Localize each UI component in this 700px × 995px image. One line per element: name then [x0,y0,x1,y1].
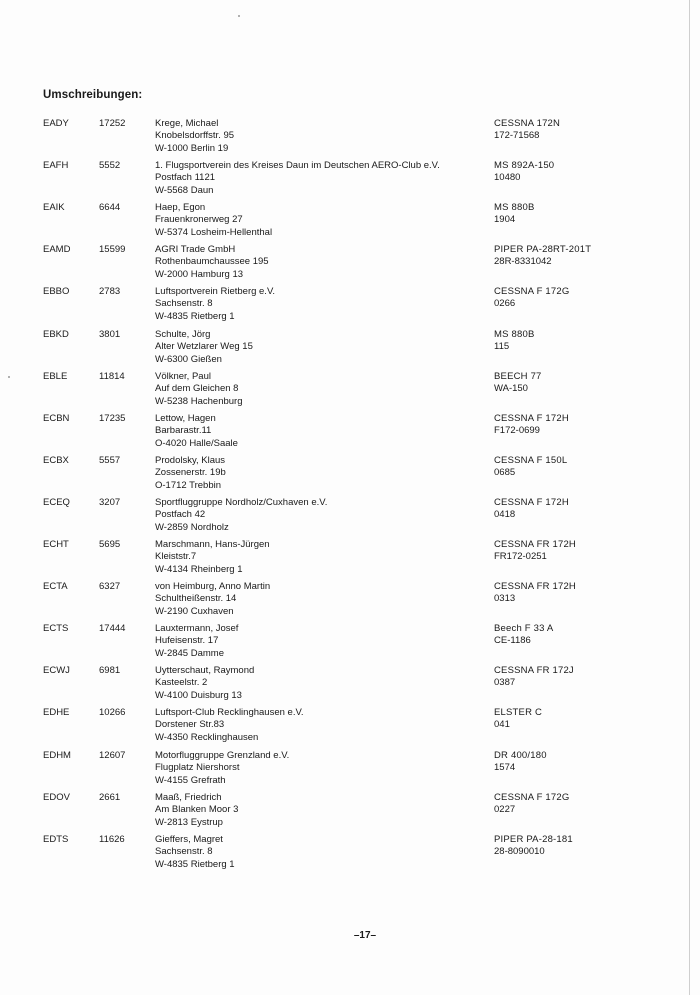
scan-speck [238,15,240,17]
owner-address [155,792,238,829]
owner-name: 1. Flugsportverein des Kreises Daun im Deutschen AERO-Club e.V. [155,160,440,171]
aircraft-info [494,202,534,227]
aircraft-serial: WA-150 [494,383,528,395]
owner-address-line: W-4155 Grefrath [155,774,226,786]
aircraft-info [494,834,573,859]
aircraft-info [494,413,569,438]
owner-name: AGRI Trade GmbH [155,244,236,255]
owner-address-line: W-4350 Recklinghausen [155,731,259,743]
aircraft-info [494,750,547,775]
owner-address-line: W-2000 Hamburg 13 [155,268,244,280]
registration-number: 3801 [99,329,121,340]
owner-name: von Heimburg, Anno Martin [155,581,271,592]
owner-address [155,455,226,492]
owner-address [155,160,440,197]
registration-mark: ECTA [43,581,68,592]
owner-address-line: Sachsenstr. 8 [155,298,213,310]
owner-name: Schulte, Jörg [155,329,211,340]
registration-mark: EBBO [43,286,70,297]
owner-address-line: O-4020 Halle/Saale [155,437,238,449]
owner-address [155,834,235,871]
page-number: –17– [353,930,377,941]
aircraft-info [494,286,569,311]
registration-number: 15599 [99,244,126,255]
aircraft-type: Beech F 33 A [494,623,554,634]
aircraft-type: CESSNA 172N [494,118,561,129]
aircraft-type: PIPER PA-28-181 [494,834,573,845]
owner-address-line: Sachsenstr. 8 [155,846,213,858]
registration-mark: EBLE [43,371,68,382]
registration-number: 3207 [99,497,121,508]
aircraft-serial: 0313 [494,593,516,605]
owner-address-line: Am Blanken Moor 3 [155,804,239,816]
registration-number: 2783 [99,286,121,297]
registration-number: 6327 [99,581,121,592]
owner-address [155,286,275,323]
aircraft-info [494,497,569,522]
registration-number: 5557 [99,455,121,466]
owner-address [155,371,243,408]
section-heading: Umschreibungen: [43,89,143,101]
owner-name: Luftsportverein Rietberg e.V. [155,286,276,297]
owner-address [155,581,270,618]
aircraft-info [494,244,591,269]
owner-address-line: Knobelsdorffstr. 95 [155,130,235,142]
aircraft-serial: 0227 [494,804,516,816]
owner-address-line: W-4100 Duisburg 13 [155,689,242,701]
registration-mark: EBKD [43,329,69,340]
owner-address-line: W-4835 Rietberg 1 [155,858,235,870]
owner-address [155,707,304,744]
owner-name: Sportfluggruppe Nordholz/Cuxhaven e.V. [155,497,328,508]
owner-name: Maaß, Friedrich [155,792,222,803]
aircraft-serial: 115 [494,341,510,353]
registration-mark: EAFH [43,160,69,171]
owner-address-line: W-5238 Hachenburg [155,395,243,407]
registration-number: 11626 [99,834,125,845]
registration-number: 17252 [99,118,126,129]
owner-address-line: W-2845 Damme [155,647,224,659]
aircraft-type: DR 400/180 [494,750,547,761]
aircraft-info [494,455,567,480]
owner-address-line: W-4134 Rheinberg 1 [155,563,243,575]
aircraft-serial: 0387 [494,677,516,689]
scan-edge-line [689,0,690,995]
registration-mark: EAIK [43,202,65,213]
registration-number: 12607 [99,750,126,761]
owner-address-line: Kasteelstr. 2 [155,677,208,689]
aircraft-info [494,329,534,354]
owner-name: Lettow, Hagen [155,413,216,424]
aircraft-type: CESSNA FR 172H [494,539,576,550]
owner-address-line: O-1712 Trebbin [155,479,222,491]
owner-name: Lauxtermann, Josef [155,623,239,634]
aircraft-type: MS 880B [494,329,535,340]
registration-mark: EDTS [43,834,69,845]
aircraft-info [494,160,554,185]
registration-number: 5695 [99,539,121,550]
registration-mark: ECWJ [43,665,70,676]
registration-mark: ECTS [43,623,69,634]
owner-name: Haep, Egon [155,202,206,213]
aircraft-serial: 1574 [494,762,516,774]
registration-mark: EADY [43,118,69,129]
aircraft-type: BEECH 77 [494,371,542,382]
scan-speck [8,376,10,378]
aircraft-type: CESSNA F 172G [494,792,570,803]
owner-name: Krege, Michael [155,118,219,129]
aircraft-serial: 0266 [494,298,516,310]
aircraft-serial: 0685 [494,467,516,479]
owner-address-line: W-2813 Eystrup [155,816,223,828]
aircraft-info [494,665,574,690]
owner-address-line: Kleiststr.7 [155,551,197,563]
aircraft-serial: 172-71568 [494,130,540,142]
aircraft-type: CESSNA F 172G [494,286,570,297]
owner-address-line: Dorstener Str.83 [155,719,225,731]
owner-name: Luftsport-Club Recklinghausen e.V. [155,707,304,718]
owner-address-line: Zossenerstr. 19b [155,467,226,479]
registration-number: 5552 [99,160,121,171]
owner-address-line: W-2190 Cuxhaven [155,605,234,617]
aircraft-type: CESSNA FR 172J [494,665,574,676]
aircraft-serial: 1904 [494,214,516,226]
aircraft-type: MS 880B [494,202,535,213]
owner-name: Marschmann, Hans-Jürgen [155,539,270,550]
registration-number: 2661 [99,792,121,803]
owner-address [155,413,238,450]
aircraft-type: CESSNA F 150L [494,455,568,466]
aircraft-serial: 041 [494,719,510,731]
aircraft-type: CESSNA FR 172H [494,581,576,592]
owner-name: Völkner, Paul [155,371,211,382]
owner-address [155,497,327,534]
aircraft-info [494,623,553,648]
aircraft-type: MS 892A-150 [494,160,555,171]
owner-address [155,539,270,576]
aircraft-type: ELSTER C [494,707,543,718]
owner-name: Uytterschaut, Raymond [155,665,255,676]
aircraft-type: CESSNA F 172H [494,497,569,508]
owner-address-line: Rothenbaumchaussee 195 [155,256,269,268]
owner-address-line: W-5374 Losheim-Hellenthal [155,226,273,238]
owner-address-line: W-1000 Berlin 19 [155,142,229,154]
owner-address-line: Postfach 42 [155,509,206,521]
aircraft-type: PIPER PA-28RT-201T [494,244,592,255]
owner-name: Prodolsky, Klaus [155,455,226,466]
owner-address-line: W-5568 Daun [155,184,214,196]
owner-address [155,202,272,239]
aircraft-serial: 10480 [494,172,521,184]
aircraft-serial: 28-8090010 [494,846,545,858]
owner-address-line: Schultheißenstr. 14 [155,593,237,605]
owner-address [155,665,254,702]
aircraft-serial: 0418 [494,509,516,521]
registration-mark: EDHM [43,750,71,761]
aircraft-serial: FR172-0251 [494,551,547,563]
registration-mark: ECBX [43,455,69,466]
owner-address-line: W-2859 Nordholz [155,521,229,533]
owner-address-line: Postfach 1121 [155,172,216,184]
owner-name: Gieffers, Magret [155,834,223,845]
registration-mark: ECBN [43,413,70,424]
registration-number: 6644 [99,202,121,213]
aircraft-info [494,118,560,143]
registration-number: 17444 [99,623,126,634]
owner-address-line: Frauenkronerweg 27 [155,214,243,226]
owner-address-line: Hufeisenstr. 17 [155,635,219,647]
aircraft-info [494,581,576,606]
aircraft-info [494,707,542,732]
owner-address-line: Auf dem Gleichen 8 [155,383,239,395]
aircraft-info [494,792,569,817]
aircraft-serial: CE-1186 [494,635,531,647]
owner-address-line: Barbarastr.11 [155,425,212,437]
aircraft-info [494,371,542,396]
registration-mark: ECEQ [43,497,70,508]
owner-address-line: Alter Wetzlarer Weg 15 [155,341,253,353]
registration-number: 17235 [99,413,126,424]
registration-number: 11814 [99,371,125,382]
owner-address [155,244,269,281]
registration-mark: EDOV [43,792,70,803]
registration-number: 6981 [99,665,121,676]
registration-mark: EDHE [43,707,70,718]
owner-address-line: W-4835 Rietberg 1 [155,310,235,322]
aircraft-info [494,539,576,564]
aircraft-type: CESSNA F 172H [494,413,569,424]
owner-address [155,329,253,366]
registration-mark: ECHT [43,539,69,550]
aircraft-serial: F172-0699 [494,425,540,437]
registration-mark: EAMD [43,244,71,255]
owner-address-line: W-6300 Gießen [155,353,222,365]
owner-address [155,623,238,660]
owner-name: Motorfluggruppe Grenzland e.V. [155,750,290,761]
owner-address [155,750,289,787]
aircraft-serial: 28R-8331042 [494,256,552,268]
owner-address [155,118,234,155]
owner-address-line: Flugplatz Niershorst [155,762,240,774]
registration-number: 10266 [99,707,126,718]
